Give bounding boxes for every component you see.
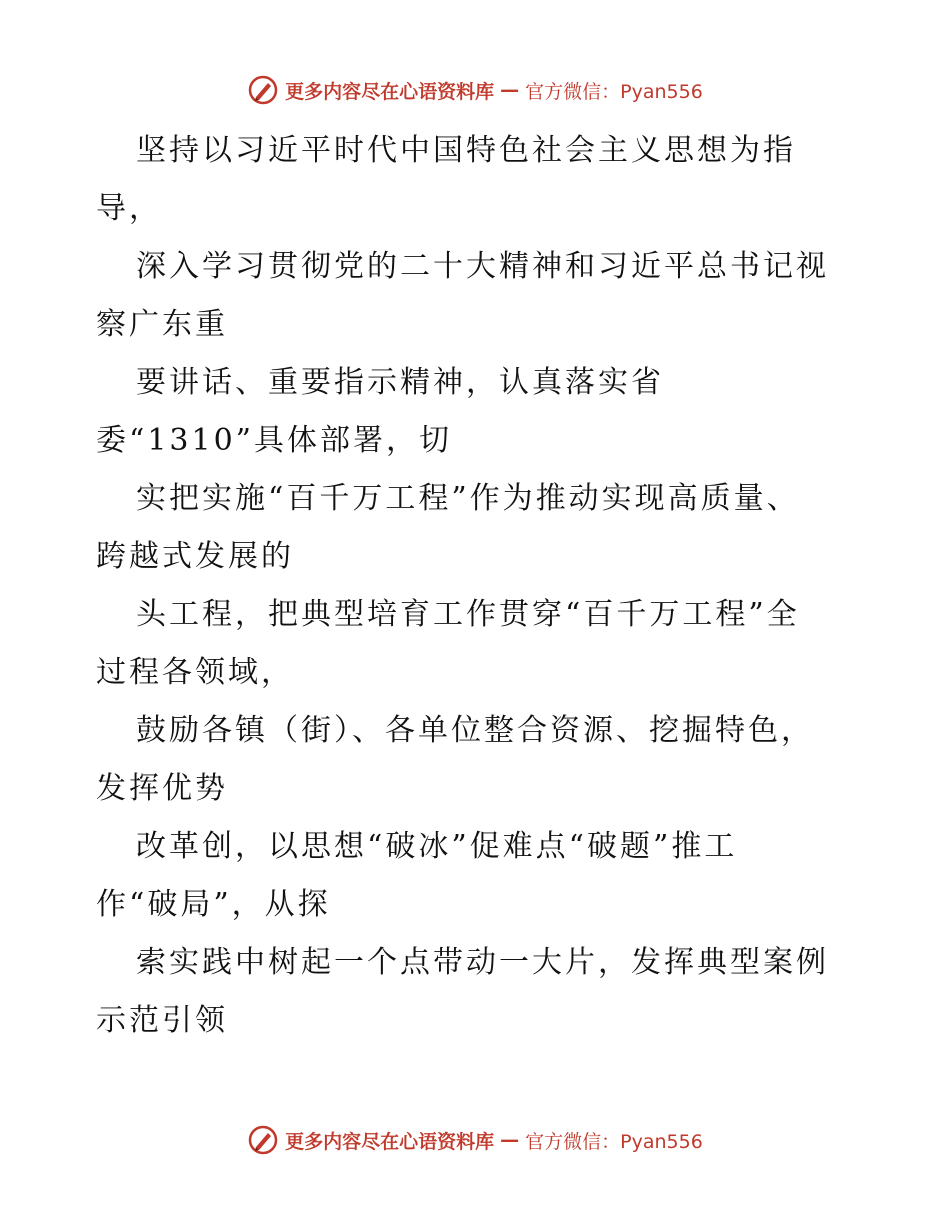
body-line: 示范引领 (96, 1003, 228, 1038)
header-contact-text: 官方微信：Pyan556 (525, 80, 703, 103)
body-line: 坚持以习近平时代中国特色社会主义思想为指 (136, 133, 796, 168)
pen-logo-icon (247, 1124, 279, 1156)
body-line: 发挥优势 (96, 771, 228, 806)
body-line: 索实践中树起一个点带动一大片，发挥典型案例 (136, 945, 829, 980)
body-line: 过程各领域， (96, 655, 294, 690)
body-line: 跨越式发展的 (96, 539, 294, 574)
body-line: 深入学习贯彻党的二十大精神和习近平总书记视 (136, 249, 829, 284)
body-line: 改革创，以思想“破冰”促难点“破题”推工 (136, 829, 738, 864)
header-banner (0, 70, 950, 110)
footer-contact-text: 官方微信：Pyan556 (525, 1130, 703, 1153)
footer-banner (0, 1120, 950, 1160)
pen-logo-icon (247, 74, 279, 106)
header-site-text: 更多内容尽在心语资料库 (285, 80, 495, 103)
footer-separator: — (500, 1129, 520, 1151)
body-line: 作“破局”，从探 (96, 887, 331, 922)
body-line: 鼓励各镇（街）、各单位整合资源、挖掘特色， (136, 713, 814, 748)
body-line: 导， (96, 191, 162, 226)
body-line: 要讲话、重要指示精神，认真落实省 (136, 365, 664, 400)
footer-site-text: 更多内容尽在心语资料库 (285, 1130, 495, 1153)
body-line: 委“1310”具体部署，切 (96, 423, 453, 458)
document-body (96, 122, 896, 1050)
body-line: 察广东重 (96, 307, 228, 342)
header-separator: — (500, 79, 520, 101)
body-line: 头工程，把典型培育工作贯穿“百千万工程”全 (136, 597, 800, 632)
body-line: 实把实施“百千万工程”作为推动实现高质量、 (136, 481, 800, 516)
